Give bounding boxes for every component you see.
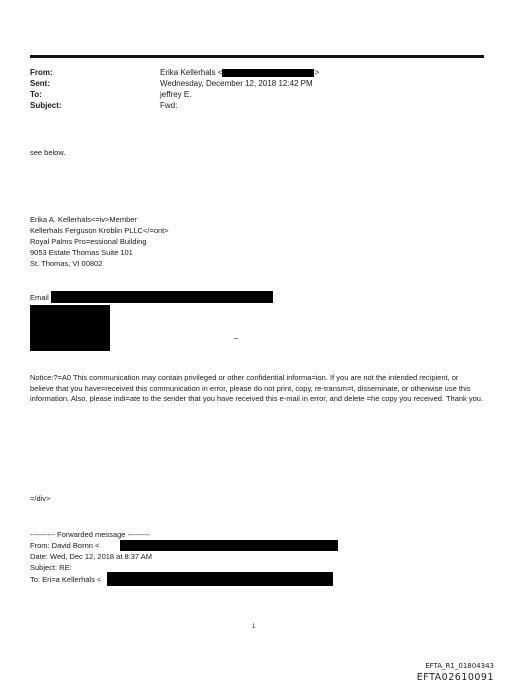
- forwarded-from: From: David Bornn <: [30, 541, 100, 550]
- header-labels: [30, 67, 62, 111]
- forwarded-subject: Subject: RE:: [30, 563, 72, 572]
- signature-line-2: Kellerhals Ferguson Kroblin PLLC</=ont>: [30, 226, 169, 235]
- dash-mark: –: [234, 333, 239, 342]
- redaction-block: [120, 540, 338, 551]
- redaction-block: [107, 572, 333, 586]
- forwarded-separator: ---------- Forwarded message ---------: [30, 530, 150, 539]
- signature-line-3: Royal Palms Pro=essional Building: [30, 237, 147, 246]
- to-label: To:: [30, 90, 42, 99]
- forwarded-date: Date: Wed, Dec 12, 2018 at 8:37 AM: [30, 552, 153, 561]
- footer-id-secondary: EFTA02610091: [416, 672, 494, 683]
- redaction-block: [222, 69, 314, 77]
- redaction-block: [51, 291, 273, 303]
- redaction-block: [30, 305, 110, 351]
- header-rule: [30, 55, 484, 58]
- forwarded-to: To: Eri=a Kellerhals <: [30, 575, 102, 584]
- sent-value: Wednesday, December 12, 2018 12:42 PM: [160, 79, 313, 88]
- from-label: From:: [30, 68, 53, 77]
- intro-text: see below.: [30, 148, 66, 157]
- from-value: Erika Kellerhals <: [160, 68, 223, 77]
- notice-paragraph: Notice:?=A0 This communication may contain privileged or other confidential informa=ion. If you are not the intended recipient, or believe that you have=received this communication in error, please do not print, copy, re-transm=t, disseminate, or otherwise use this information. Also, please indi=ate to the sender that you have received this e-mail in error, and delete =he copy you received. Thank you.: [30, 373, 484, 403]
- sent-label: Sent:: [30, 79, 50, 88]
- signature-line-5: St. Thomas, VI 00802: [30, 259, 103, 268]
- div-close-text: =/div>: [30, 494, 51, 503]
- signature-line-1: Erika A. Kellerhals<=iv>Member: [30, 215, 137, 224]
- from-row: [160, 67, 319, 78]
- from-tail: >: [314, 68, 320, 77]
- email-label: Email: [30, 293, 49, 302]
- footer-id-primary: EFTA_R1_01804343: [425, 662, 494, 670]
- signature-line-4: 9053 Estate Thomas Suite 101: [30, 248, 133, 257]
- page-number: 1: [252, 624, 256, 630]
- subject-value: Fwd:: [160, 101, 178, 110]
- subject-label: Subject:: [30, 101, 62, 110]
- to-value: jeffrey E.: [160, 90, 192, 99]
- header-values: [160, 67, 319, 111]
